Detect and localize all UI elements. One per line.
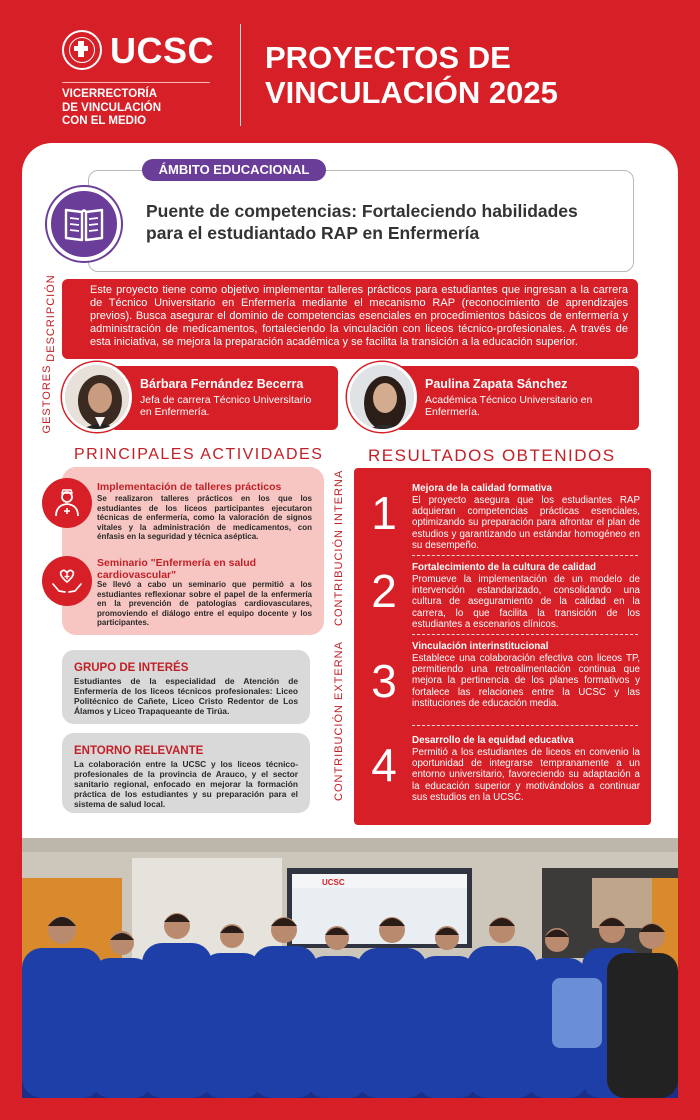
grupo-interes-title: GRUPO DE INTERÉS: [74, 662, 189, 674]
gestor-role-line: Jefa de carrera Técnico Universitario: [140, 394, 312, 406]
results-title: RESULTADOS OBTENIDOS: [368, 446, 616, 465]
activities-title: PRINCIPALES ACTIVIDADES: [74, 446, 324, 463]
gestor-name: Paulina Zapata Sánchez: [425, 377, 568, 391]
gestor-role-line: en Enfermería.: [140, 406, 210, 418]
nurse-icon: [42, 478, 92, 528]
screen-logo: UCSC: [322, 878, 345, 887]
description-box: [62, 279, 638, 359]
activity-title-line: Seminario "Enfermería en salud: [97, 557, 257, 569]
activity-title-line: cardiovascular": [97, 569, 177, 581]
result-divider: [412, 555, 638, 556]
result-title: Desarrollo de la equidad educativa: [412, 735, 574, 746]
grupo-interes-text: Estudiantes de la especialidad de Atención de Enfermería de los liceos técnicos profesionales: Liceo Politécnico de Cañete, Liceo Cristo Redentor de Los Álamos y Liceo Trapaqueante de Tirúa.: [74, 676, 298, 716]
result-divider: [412, 634, 638, 635]
result-title: Vinculación interinstitucional: [412, 641, 549, 652]
open-book-icon: [47, 187, 121, 261]
activity-title: [97, 557, 312, 581]
gestor-role: [425, 394, 592, 418]
descripcion-label: DESCRIPCIÓN: [45, 274, 57, 362]
page-title-line: VINCULACIÓN 2025: [265, 75, 558, 110]
heart-hands-icon: [42, 556, 92, 606]
vicerrectoria-label: [62, 88, 161, 129]
group-photo: [22, 838, 678, 1098]
result-text: Permitió a los estudiantes de liceos en convenio la oportunidad de integrarse tempranamente a un entorno universitario, favoreciendo su adaptación a la educación superior y motivándolos a continuar sus estudios en la UCSC.: [412, 747, 640, 803]
logo-divider: [62, 82, 210, 83]
result-title: Fortalecimiento de la cultura de calidad: [412, 562, 597, 573]
results-box: [354, 468, 651, 825]
vicerrectoria-line: VICERRECTORÍA: [62, 88, 157, 100]
result-number: 2: [371, 565, 397, 617]
result-text: Establece una colaboración efectiva con liceos TP, permitiendo una retroalimentación continua que mejora la pertinencia de los planes formativos y fortalece las relaciones entre la UCSC y las instituciones de educación media.: [412, 653, 640, 709]
logo: UCSC: [110, 30, 215, 71]
contribucion-externa-label: CONTRIBUCIÓN EXTERNA: [333, 641, 345, 801]
university-seal-icon: [62, 30, 102, 70]
activity-text: Se realizaron talleres prácticos en los que los estudiantes de los liceos participantes ejecutaron técnicas de enfermería, como la valoración de signos vitales y la administración de medicamentos, con énfasis en la seguridad y técnica aséptica.: [97, 494, 312, 542]
entorno-text: La colaboración entre la UCSC y los liceos técnico-profesionales de la provincia de Arauco, y el sector sanitario regional, enfocado en mejorar la formación práctica de los estudiantes y su preparación para el sistema de salud local.: [74, 759, 298, 809]
gestor-photo: [347, 362, 417, 432]
page-title: [265, 40, 558, 110]
result-title: Mejora de la calidad formativa: [412, 483, 552, 494]
header: [0, 0, 700, 140]
gestor-name: Bárbara Fernández Becerra: [140, 377, 304, 391]
grupo-interes-box: [62, 650, 310, 724]
header-divider: [240, 24, 241, 126]
activity-title-line: Implementación de talleres prácticos: [97, 481, 282, 493]
project-title-line: para el estudiantado RAP en Enfermería: [146, 223, 480, 243]
project-title: [146, 200, 626, 244]
activity-text: Se llevó a cabo un seminario que permitió a los estudiantes reflexionar sobre el papel de la enfermería en la prevención de patologías cardiovasculares, promoviendo el diálogo entre el equipo docente y los participantes.: [97, 580, 312, 628]
result-divider: [412, 725, 638, 726]
contribucion-interna-label: CONTRIBUCIÓN INTERNA: [333, 469, 345, 626]
result-text: El proyecto asegura que los estudiantes RAP adquieran competencias prácticas esenciales, optimizando su preparación para afrontar el plan de estudios y garantizando un estándar homogéneo en su desempeño.: [412, 495, 640, 551]
description-text: Este proyecto tiene como objetivo implementar talleres prácticos para estudiantes que ingresan a la carrera de Técnico Universitario en Enfermería mediante el mecanismo RAP (reconocimiento de aprendizajes previos). Busca asegurar el dominio de competencias esenciales en procedimientos básicos de enfermería y administración de medicamentos, fortaleciendo la vinculación con liceos técnico-profesionales. A través de esta iniciativa, se mejora la preparación académica y se facilita la transición a la educación superior.: [90, 284, 628, 348]
gestor-role-line: Académica Técnico Universitario en: [425, 394, 593, 406]
gestores-label: GESTORES: [41, 364, 53, 434]
entorno-box: [62, 733, 310, 813]
ambito-badge: ÁMBITO EDUCACIONAL: [142, 159, 326, 181]
activity-title: [97, 481, 312, 493]
gestor-role: [140, 394, 311, 418]
project-title-line: Puente de competencias: Fortaleciendo habilidades: [146, 201, 578, 221]
result-number: 3: [371, 655, 397, 707]
vicerrectoria-line: CON EL MEDIO: [62, 115, 147, 127]
gestor-role-line: Enfermería.: [425, 406, 480, 418]
vicerrectoria-line: DE VINCULACIÓN: [62, 101, 162, 114]
result-number: 4: [371, 739, 397, 791]
page-title-line: PROYECTOS DE: [265, 40, 511, 75]
gestor-photo: [62, 362, 132, 432]
result-text: Promueve la implementación de un modelo de intervención estandarizado, consolidando una cultura de aseguramiento de la calidad en la carrera, lo que facilita la transición de los estudiantes a escenarios clínicos.: [412, 574, 640, 630]
result-number: 1: [371, 487, 397, 539]
entorno-title: ENTORNO RELEVANTE: [74, 745, 204, 757]
